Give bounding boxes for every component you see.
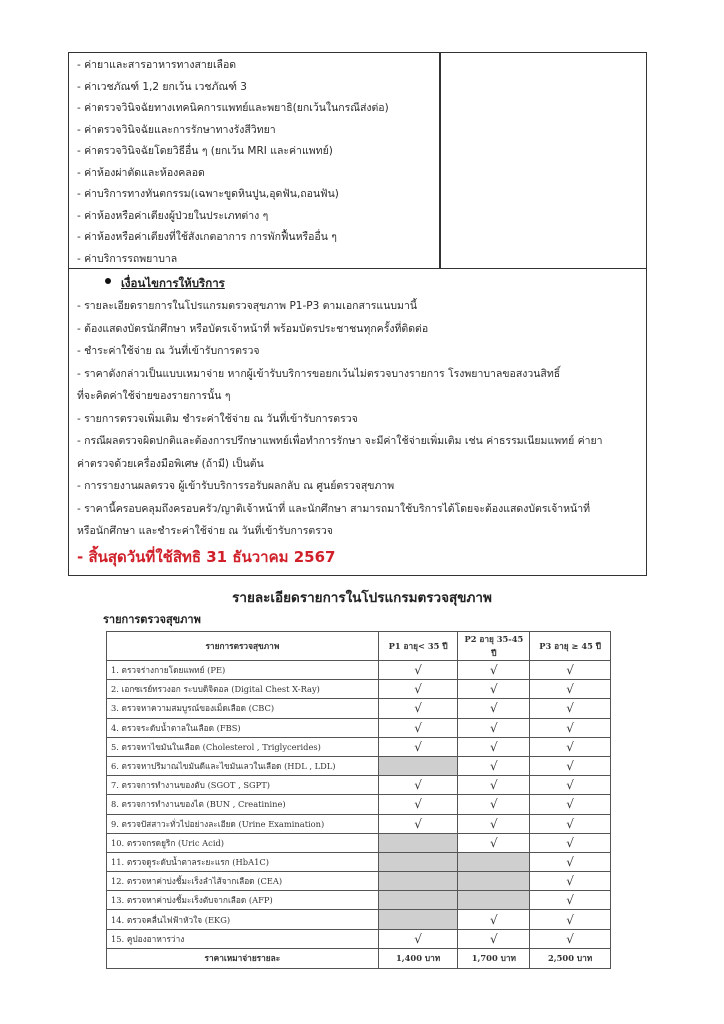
exam-item: 1. ตรวจร่างกายโดยแพทย์ (PE) xyxy=(107,661,379,680)
exam-item: 10. ตรวจกรดยูริก (Uric Acid) xyxy=(107,833,379,852)
fee-exclusions-row xyxy=(69,53,646,269)
header-p1: P1 อายุ< 35 ปี xyxy=(378,632,458,661)
table-header-row xyxy=(107,632,611,661)
fee-exclusion-item: - ค่าตรวจวินิจฉัยทางเทคนิคการแพทย์และพยาธิ(ยกเว้นในกรณีส่งต่อ) xyxy=(77,102,389,114)
conditions-box xyxy=(68,52,647,576)
check-mark-icon: √ xyxy=(458,756,530,775)
package-price: 2,500 บาท xyxy=(530,948,611,968)
excluded-cell xyxy=(458,872,530,891)
exam-item: 15. คูปองอาหารว่าง xyxy=(107,929,379,948)
check-mark-icon: √ xyxy=(530,699,611,718)
fee-exclusion-item: - ค่าบริการรถพยาบาล xyxy=(77,252,178,265)
excluded-cell xyxy=(378,891,458,910)
exam-item: 14. ตรวจคลื่นไฟฟ้าหัวใจ (EKG) xyxy=(107,910,379,929)
table-row xyxy=(107,833,611,852)
check-mark-icon: √ xyxy=(458,718,530,737)
bullet-icon xyxy=(105,278,111,284)
header-p2: P2 อายุ 35-45 ปี xyxy=(458,632,530,661)
exam-item: 8. ตรวจการทำงานของไต (BUN , Creatinine) xyxy=(107,795,379,814)
check-mark-icon: √ xyxy=(458,833,530,852)
check-mark-icon: √ xyxy=(458,910,530,929)
table-row xyxy=(107,795,611,814)
excluded-cell xyxy=(378,852,458,871)
check-mark-icon: √ xyxy=(458,699,530,718)
conditions-heading xyxy=(121,275,225,293)
check-mark-icon: √ xyxy=(530,680,611,699)
fee-exclusion-item: - ค่าห้องผ่าตัดและห้องคลอด xyxy=(77,166,205,179)
table-row xyxy=(107,910,611,929)
table-row xyxy=(107,661,611,680)
fee-exclusion-item: - ค่ายาและสารอาหารทางสายเลือด xyxy=(77,59,237,71)
exam-item: 6. ตรวจหาปริมาณไขมันดีและไขมันเลวในเลือด (HDL , LDL) xyxy=(107,756,379,775)
table-row xyxy=(107,699,611,718)
check-mark-icon: √ xyxy=(530,833,611,852)
exam-item: 5. ตรวจหาไขมันในเลือด (Cholesterol , Triglycerides) xyxy=(107,737,379,756)
check-mark-icon: √ xyxy=(378,814,458,833)
check-mark-icon: √ xyxy=(378,929,458,948)
fee-exclusion-item: - ค่าบริการทางทันตกรรม(เฉพาะขูดหินปูน,อุดฟัน,ถอนฟัน) xyxy=(77,188,339,200)
table-row xyxy=(107,929,611,948)
expiry-notice: - สิ้นสุดวันที่ใช้สิทธิ 31 ธันวาคม 2567 xyxy=(77,548,336,566)
condition-line: - รายการตรวจเพิ่มเติม ชำระค่าใช้จ่าย ณ วันที่เข้ารับการตรวจ xyxy=(77,412,358,425)
exam-item: 7. ตรวจการทำงานของตับ (SGOT , SGPT) xyxy=(107,776,379,795)
table-row xyxy=(107,718,611,737)
check-mark-icon: √ xyxy=(530,661,611,680)
check-mark-icon: √ xyxy=(530,872,611,891)
fee-exclusion-item: - ค่าห้องหรือค่าเตียงผู้ป่วยในประเภทต่าง ๆ xyxy=(77,209,269,222)
check-mark-icon: √ xyxy=(458,929,530,948)
header-p3: P3 อายุ ≥ 45 ปี xyxy=(530,632,611,661)
check-mark-icon: √ xyxy=(378,661,458,680)
fee-exclusion-item: - ค่าตรวจวินิจฉัยและการรักษาทางรังสีวิทยา xyxy=(77,123,276,136)
excluded-cell xyxy=(458,852,530,871)
table-row xyxy=(107,680,611,699)
condition-line: - กรณีผลตรวจผิดปกติและต้องการปรึกษาแพทย์เพื่อทำการรักษา จะมีค่าใช้จ่ายเพิ่มเติม เช่น ค่าธรรมเนียมแพทย์ ค่ายา xyxy=(77,435,603,447)
fee-exclusion-item: - ค่าเวชภัณฑ์ 1,2 ยกเว้น เวชภัณฑ์ 3 xyxy=(77,80,247,93)
excluded-cell xyxy=(378,910,458,929)
check-mark-icon: √ xyxy=(458,680,530,699)
check-mark-icon: √ xyxy=(458,776,530,795)
check-mark-icon: √ xyxy=(458,814,530,833)
exam-item: 9. ตรวจปัสสาวะทั่วไปอย่างละเอียด (Urine Examination) xyxy=(107,814,379,833)
total-price-row xyxy=(107,948,611,968)
check-mark-icon: √ xyxy=(378,680,458,699)
program-subtitle: รายการตรวจสุขภาพ xyxy=(103,613,201,626)
condition-line: - รายละเอียดรายการในโปรแกรมตรวจสุขภาพ P1-P3 ตามเอกสารแนบมานี้ xyxy=(77,300,418,312)
excluded-cell xyxy=(378,833,458,852)
table-row xyxy=(107,814,611,833)
check-mark-icon: √ xyxy=(378,699,458,718)
check-mark-icon: √ xyxy=(378,776,458,795)
check-mark-icon: √ xyxy=(530,814,611,833)
table-row xyxy=(107,756,611,775)
table-row xyxy=(107,891,611,910)
condition-line: - ต้องแสดงบัตรนักศึกษา หรือบัตรเจ้าหน้าที่ พร้อมบัตรประชาชนทุกครั้งที่ติดต่อ xyxy=(77,322,429,335)
fee-exclusion-item: - ค่าห้องหรือค่าเตียงที่ใช้สังเกตอาการ การพักฟื้นหรืออื่น ๆ xyxy=(77,231,337,243)
exam-item: 13. ตรวจหาค่าบ่งชี้มะเร็งตับจากเลือด (AFP) xyxy=(107,891,379,910)
conditions-list xyxy=(77,295,642,543)
condition-line: - การรายงานผลตรวจ ผู้เข้ารับบริการรอรับผลกลับ ณ ศูนย์ตรวจสุขภาพ xyxy=(77,480,395,492)
check-mark-icon: √ xyxy=(378,795,458,814)
check-mark-icon: √ xyxy=(458,737,530,756)
package-price: 1,700 บาท xyxy=(458,948,530,968)
excluded-cell xyxy=(378,756,458,775)
table-row xyxy=(107,776,611,795)
check-mark-icon: √ xyxy=(530,776,611,795)
fee-exclusions-list xyxy=(77,55,437,270)
exam-item: 11. ตรวจดูระดับน้ำตาลระยะแรก (HbA1C) xyxy=(107,852,379,871)
condition-line: ที่จะคิดค่าใช้จ่ายของรายการนั้น ๆ xyxy=(77,390,231,402)
check-mark-icon: √ xyxy=(378,737,458,756)
condition-line: - ราคานี้ครอบคลุมถึงครอบครัว/ญาติเจ้าหน้าที่ และนักศึกษา สามารถมาใช้บริการได้โดยจะต้องแสดงบัตรเจ้าหน้าที่ xyxy=(77,502,591,515)
check-mark-icon: √ xyxy=(458,661,530,680)
check-mark-icon: √ xyxy=(530,737,611,756)
check-mark-icon: √ xyxy=(530,718,611,737)
check-mark-icon: √ xyxy=(530,891,611,910)
total-label: ราคาเหมาจ่ายรายละ xyxy=(107,948,379,968)
table-row xyxy=(107,872,611,891)
exam-item: 4. ตรวจระดับน้ำตาลในเลือด (FBS) xyxy=(107,718,379,737)
condition-line: - ราคาดังกล่าวเป็นแบบเหมาจ่าย หากผู้เข้ารับบริการขอยกเว้นไม่ตรวจบางรายการ โรงพยาบาลขอสงวนสิทธิ์ xyxy=(77,367,561,380)
excluded-cell xyxy=(458,891,530,910)
check-mark-icon: √ xyxy=(530,910,611,929)
fee-exclusion-item: - ค่าตรวจวินิจฉัยโดยวิธีอื่น ๆ (ยกเว้น MRI และค่าแพทย์) xyxy=(77,145,333,157)
header-item: รายการตรวจสุขภาพ xyxy=(107,632,379,661)
condition-line: หรือนักศึกษา และชำระค่าใช้จ่าย ณ วันที่เข้ารับการตรวจ xyxy=(77,525,333,537)
program-title: รายละเอียดรายการในโปรแกรมตรวจสุขภาพ xyxy=(232,590,492,606)
column-divider xyxy=(439,53,441,268)
check-mark-icon: √ xyxy=(530,756,611,775)
exam-item: 3. ตรวจหาความสมบูรณ์ของเม็ดเลือด (CBC) xyxy=(107,699,379,718)
check-mark-icon: √ xyxy=(458,795,530,814)
exam-item: 12. ตรวจหาค่าบ่งชี้มะเร็งลำไส้จากเลือด (CEA) xyxy=(107,872,379,891)
check-mark-icon: √ xyxy=(530,852,611,871)
package-price: 1,400 บาท xyxy=(378,948,458,968)
table-row xyxy=(107,737,611,756)
check-mark-icon: √ xyxy=(530,795,611,814)
conditions-heading-text: เงื่อนไขการให้บริการ xyxy=(121,276,225,290)
program-table xyxy=(106,631,611,969)
check-mark-icon: √ xyxy=(530,929,611,948)
check-mark-icon: √ xyxy=(378,718,458,737)
excluded-cell xyxy=(378,872,458,891)
condition-line: - ชำระค่าใช้จ่าย ณ วันที่เข้ารับการตรวจ xyxy=(77,345,260,357)
table-row xyxy=(107,852,611,871)
condition-line: ค่าตรวจด้วยเครื่องมือพิเศษ (ถ้ามี) เป็นต้น xyxy=(77,457,264,470)
exam-item: 2. เอกซเรย์ทรวงอก ระบบดิจิตอล (Digital Chest X-Ray) xyxy=(107,680,379,699)
